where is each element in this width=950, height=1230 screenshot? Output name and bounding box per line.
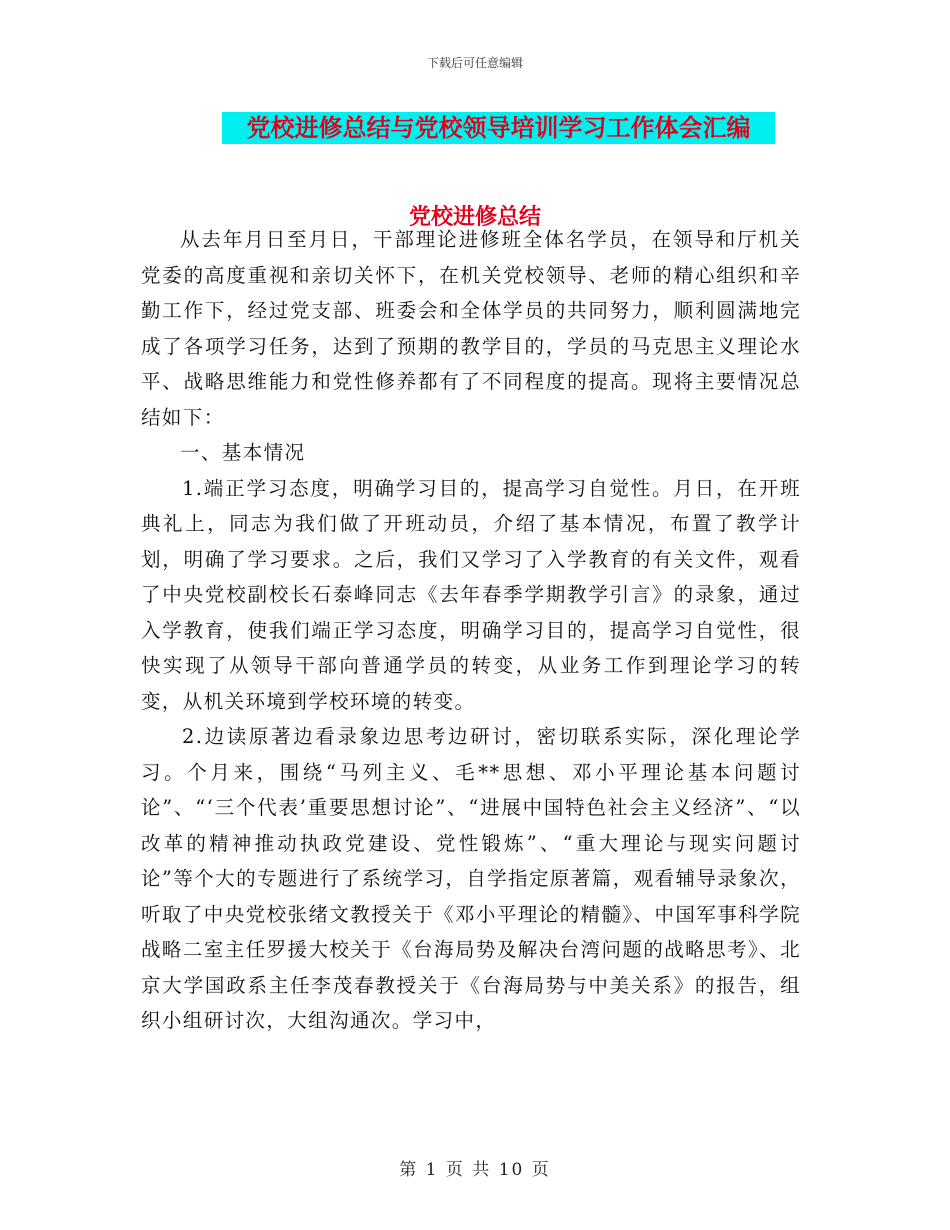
paragraph-item-2: 2.边读原著边看录象边思考边研讨，密切联系实际，深化理论学习。个月来，围绕“马列主义、毛**思想、邓小平理论基本问题讨论”、“‘三个代表’重要思想讨论”、“进展中国特色社会主义经济”、“以改革的精神推动执政党建设、党性锻炼”、“重大理论与现实问题讨论”等个大的专题进行了系统学习，自学指定原著篇，观看辅导录象次，听取了中央党校张绪文教授关于《邓小平理论的精髓》、中国军事科学院战略二室主任罗援大校关于《台海局势及解决台湾问题的战略思考》、北京大学国政系主任李茂春教授关于《台海局势与中美关系》的报告，组织小组研讨次，大组沟通次。学习中，	[141, 725, 801, 1032]
section-title: 党校进修总结	[408, 204, 541, 230]
paragraph-item-1: 1.端正学习态度，明确学习目的，提高学习自觉性。月日，在开班典礼上，同志为我们做了开班动员，介绍了基本情况，布置了教学计划，明确了学习要求。之后，我们又学习了入学教育的有关文件，观看了中央党校副校长石泰峰同志《去年春季学期教学引言》的录象，通过入学教育，使我们端正学习态度，明确学习目的，提高学习自觉性，很快实现了从领导干部向普通学员的转变，从业务工作到理论学习的转变，从机关环境到学校环境的转变。	[141, 476, 801, 713]
document-body	[141, 222, 801, 1039]
paragraph-intro: 从去年月日至月日，干部理论进修班全体名学员，在领导和厅机关党委的高度重视和亲切关怀下，在机关党校领导、老师的精心组织和辛勤工作下，经过党支部、班委会和全体学员的共同努力，顺利圆满地完成了各项学习任务，达到了预期的教学目的，学员的马克思主义理论水平、战略思维能力和党性修养都有了不同程度的提高。现将主要情况总结如下：	[141, 228, 801, 429]
document-title: 党校进修总结与党校领导培训学习工作体会汇编	[222, 112, 775, 144]
heading-basic-situation: 一、基本情况	[180, 441, 306, 464]
header-note: 下载后可任意编辑	[426, 56, 523, 70]
page-number-footer: 第 1 页 共 10 页	[399, 1160, 551, 1180]
